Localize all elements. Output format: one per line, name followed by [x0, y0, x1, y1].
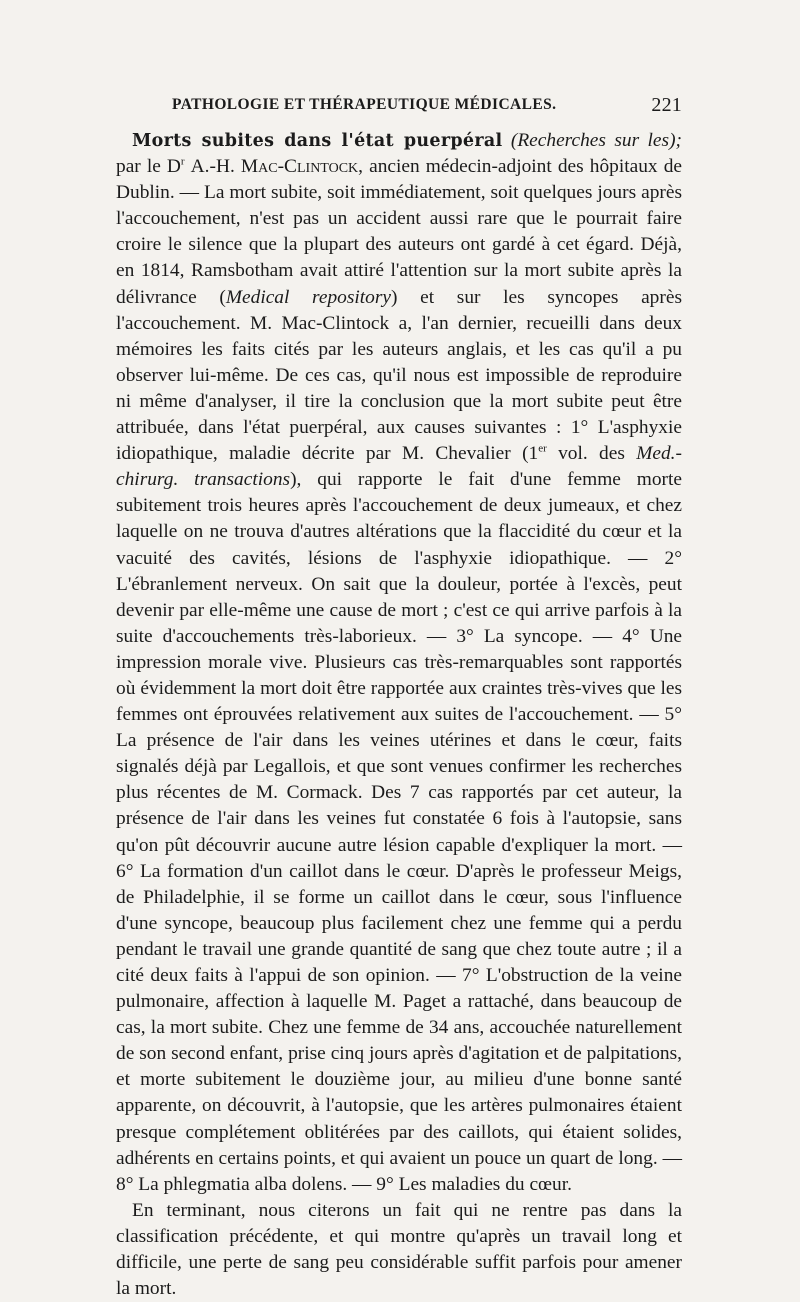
running-title: PATHOLOGIE ET THÉRAPEUTIQUE MÉDICALES. [172, 96, 557, 113]
article-author: A.-H. Mac-Clintock [190, 156, 359, 178]
article-subtitle: (Recherches sur les); [510, 130, 682, 151]
article-text-1: , ancien médecin-adjoint des hôpitaux de Dublin. — La mort subite, soit immédiatement, soit quelques jours après l'accouchement, n'est pas un accident aussi rare que le pourrait faire croire le silence que la plupart des auteurs ont gardé à cet égard. Déjà, en 1814, Ramsbotham avait attiré l'attention sur la mort subite après la délivrance ( [116, 156, 682, 308]
article-title: Morts subites dans l'état puerpéral [132, 131, 503, 151]
volume-superscript: er [538, 442, 547, 455]
running-header [116, 96, 682, 124]
book-page [116, 96, 682, 1302]
citation-medical-repository: Medical repository [225, 286, 392, 308]
article-text-3: vol. des [546, 443, 637, 465]
article-text-4: ), qui rapporte le fait d'une femme morte subitement trois heures après l'accouchement de deux jumeaux, et chez laquelle on ne trouva d'autres altérations que la flaccidité du cœur et la vacuité des cavités, lésions de l'asphyxie idiopathique. — 2° L'ébranlement nerveux. On sait que la douleur, portée à l'excès, peut devenir par elle-même une cause de mort ; c'est ce qui arrive parfois à la suite d'accouchements très-laborieux. — 3° La syncope. — 4° Une impression morale vive. Plusieurs cas très-remarquables sont rapportés où évidemment la mort doit être rapportée aux craintes très-vives que les femmes ont éprouvées relativement aux suites de l'accouchement. — 5° La présence de l'air dans les veines utérines et dans le cœur, faits signalés déjà par Legallois, et que sont venues confirmer les recherches plus récentes de M. Cormack. Des 7 cas rapportés par cet auteur, la présence de l'air dans les veines fut constatée 6 fois à l'autopsie, sans qu'on pût découvrir aucune autre lésion capable d'expliquer la mort. — 6° La formation d'un caillot dans le cœur. D'après le professeur Meigs, de Philadelphie, il se forme un caillot dans le cœur, sous l'influence d'une syncope, beaucoup plus facilement chez une femme qui a perdu pendant le travail une grande quantité de sang que chez toute autre ; il a cité deux faits à l'appui de son opinion. — 7° L'obstruction de la veine pulmonaire, affection à laquelle M. Paget a rattaché, dans beaucoup de cas, la mort subite. Chez une femme de 34 ans, accouchée naturellement de son second enfant, prise cinq jours après d'agitation et de palpitations, et morte subitement le douzième jour, au milieu d'une bonne santé apparente, on découvrit, à l'autopsie, que les artères pulmonaires étaient presque complétement oblitérées par des caillots, qui étaient solides, adhérents en certains points, et qui avaient un pouce un quart de long. — 8° La phlegmatia alba dolens. — 9° Les maladies du cœur. [116, 469, 683, 1195]
citation-med-chirurg-transactions: Med.-chirurg. transactions [116, 443, 682, 491]
article-paragraph [116, 128, 682, 1198]
byline-superscript: r [180, 155, 185, 168]
byline-prefix: par le D [116, 156, 181, 178]
article-text-2: ) et sur les syncopes après l'accouchement. M. Mac-Clintock a, l'an dernier, recueilli dans deux mémoires les faits cités par les auteurs anglais, et les cas qu'il a pu observer lui-même. De ces cas, qu'il nous est impossible de reproduire ni même d'analyser, il tire la conclusion que la mort subite peut être attribuée, dans l'état puerpéral, aux causes suivantes : 1° L'asphyxie idiopathique, maladie décrite par M. Chevalier (1 [116, 286, 682, 465]
page-number: 221 [651, 94, 682, 116]
closing-paragraph: En terminant, nous citerons un fait qui ne rentre pas dans la classification précédente, et qui montre qu'après un travail long et difficile, une perte de sang peu considérable suffit parfois pour amener la mort. [116, 1199, 682, 1300]
